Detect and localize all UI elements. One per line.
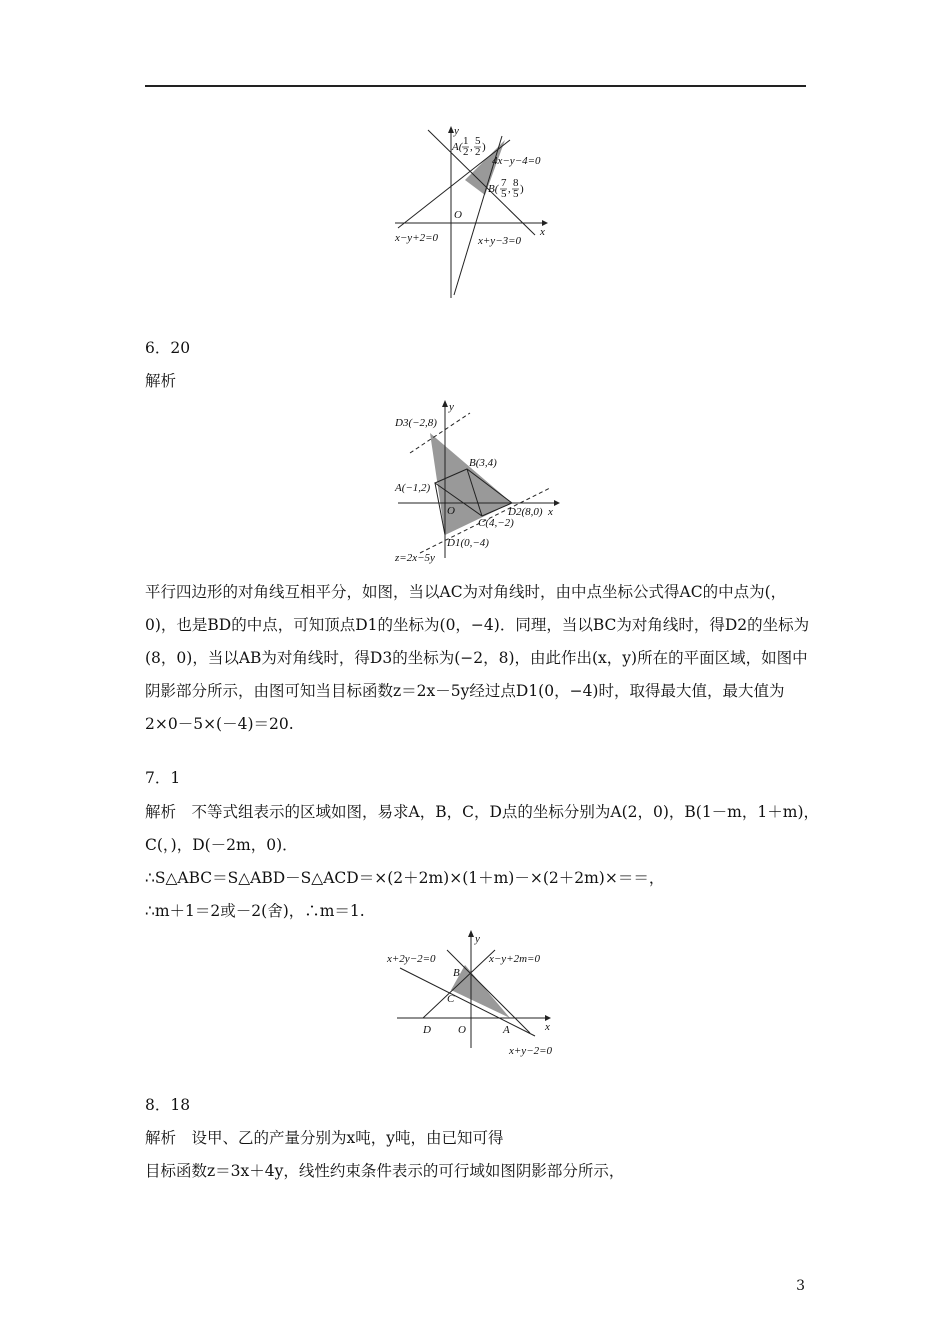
q7-line4: ∴m＋1＝2或－2(舍)，∴m＝1. xyxy=(145,902,365,920)
label-b: B( xyxy=(488,183,499,195)
q8-header: 8．18 xyxy=(145,1096,191,1114)
label-a: A(−1,2) xyxy=(395,482,431,494)
y-axis-arrow xyxy=(468,930,474,937)
label-a: A xyxy=(503,1024,510,1036)
a-frac1-num: 1 xyxy=(463,135,469,147)
figure-1-feasible-region xyxy=(390,120,560,302)
q7-line3: ∴S△ABC＝S△ABD－S△ACD＝×(2＋2m)×(1＋m)－×(2＋2m)×＝＝， xyxy=(145,869,665,887)
figure-3-triangle xyxy=(385,928,565,1060)
label-4x-y-4: 4x−y−4=0 xyxy=(492,155,541,167)
a-frac1-den: 2 xyxy=(463,146,469,158)
b-frac2-num: 8 xyxy=(513,177,519,189)
q6-header: 6．20 xyxy=(145,339,191,357)
label-d2: D2(8,0) xyxy=(508,506,543,518)
q8-line1: 解析 设甲、乙的产量分别为x吨，y吨，由已知可得 xyxy=(145,1129,504,1147)
y-axis-arrow xyxy=(442,400,448,407)
origin: O xyxy=(447,505,455,517)
a-frac2-den: 2 xyxy=(475,146,481,158)
q6-solution: 平行四边形的对角线互相平分，如图，当以AC为对角线时，由中点坐标公式得AC的中点为(，0)，也是BD的中点，可知顶点D1的坐标为(0，−4)．同理，当以BC为对角线时，得D2的坐标为(8，0)，当以AB为对角线时，得D3的坐标为(−2，8)，由此作出(x，y)所在的平面区域，如图中阴影部分所示，由图可知当目标函数z＝2x－5y经过点D1(0，−4)时，取得最大值，最大值为2×0－5×(－4)＝20. xyxy=(145,583,810,733)
svg-text:,: , xyxy=(508,183,511,195)
figure-2-parallelogram xyxy=(390,398,565,568)
x-label: x xyxy=(548,506,553,518)
label-x+y-3: x+y−3=0 xyxy=(478,235,522,247)
y-label: y xyxy=(449,401,454,413)
x-label: x xyxy=(540,226,545,238)
q6-label: 解析 xyxy=(145,372,177,390)
label-a: A( xyxy=(452,141,463,153)
x-axis-arrow xyxy=(554,500,560,506)
q7-line2: C(，)，D(－2m，0)． xyxy=(145,836,298,854)
x-label: x xyxy=(545,1021,550,1033)
label-c: C xyxy=(447,993,455,1005)
label-d1: D1(0,−4) xyxy=(447,537,489,549)
page-number: 3 xyxy=(796,1278,805,1294)
a-frac2-num: 5 xyxy=(475,135,481,147)
label-x+2y-2: x+2y−2=0 xyxy=(387,953,436,965)
svg-text:): ) xyxy=(482,141,486,153)
b-frac1-den: 5 xyxy=(501,188,507,200)
label-d3: D3(−2,8) xyxy=(395,417,437,429)
label-b: B xyxy=(453,967,460,979)
header-rule xyxy=(145,85,806,87)
q7-line1: 解析 不等式组表示的区域如图，易求A，B，C，D点的坐标分别为A(2，0)，B(1－m，1＋m)， xyxy=(145,803,819,821)
origin: O xyxy=(454,209,462,221)
q7-header: 7．1 xyxy=(145,769,181,787)
svg-text:): ) xyxy=(520,183,524,195)
label-d: D xyxy=(423,1024,431,1036)
label-c: C(4,−2) xyxy=(478,517,514,529)
label-x-y+2: x−y+2=0 xyxy=(395,232,439,244)
b-frac1-num: 7 xyxy=(501,177,507,189)
svg-text:,: , xyxy=(470,141,473,153)
origin: O xyxy=(458,1024,466,1036)
label-x+y-2: x+y−2=0 xyxy=(509,1045,553,1057)
label-z: z=2x−5y xyxy=(395,552,435,564)
y-label: y xyxy=(454,125,459,137)
b-frac2-den: 5 xyxy=(513,188,519,200)
shaded-region xyxy=(451,965,510,1018)
label-b: B(3,4) xyxy=(469,457,497,469)
y-label: y xyxy=(475,933,480,945)
q8-line2: 目标函数z＝3x＋4y，线性约束条件表示的可行域如图阴影部分所示， xyxy=(145,1162,625,1180)
label-x-y+2m: x−y+2m=0 xyxy=(489,953,540,965)
